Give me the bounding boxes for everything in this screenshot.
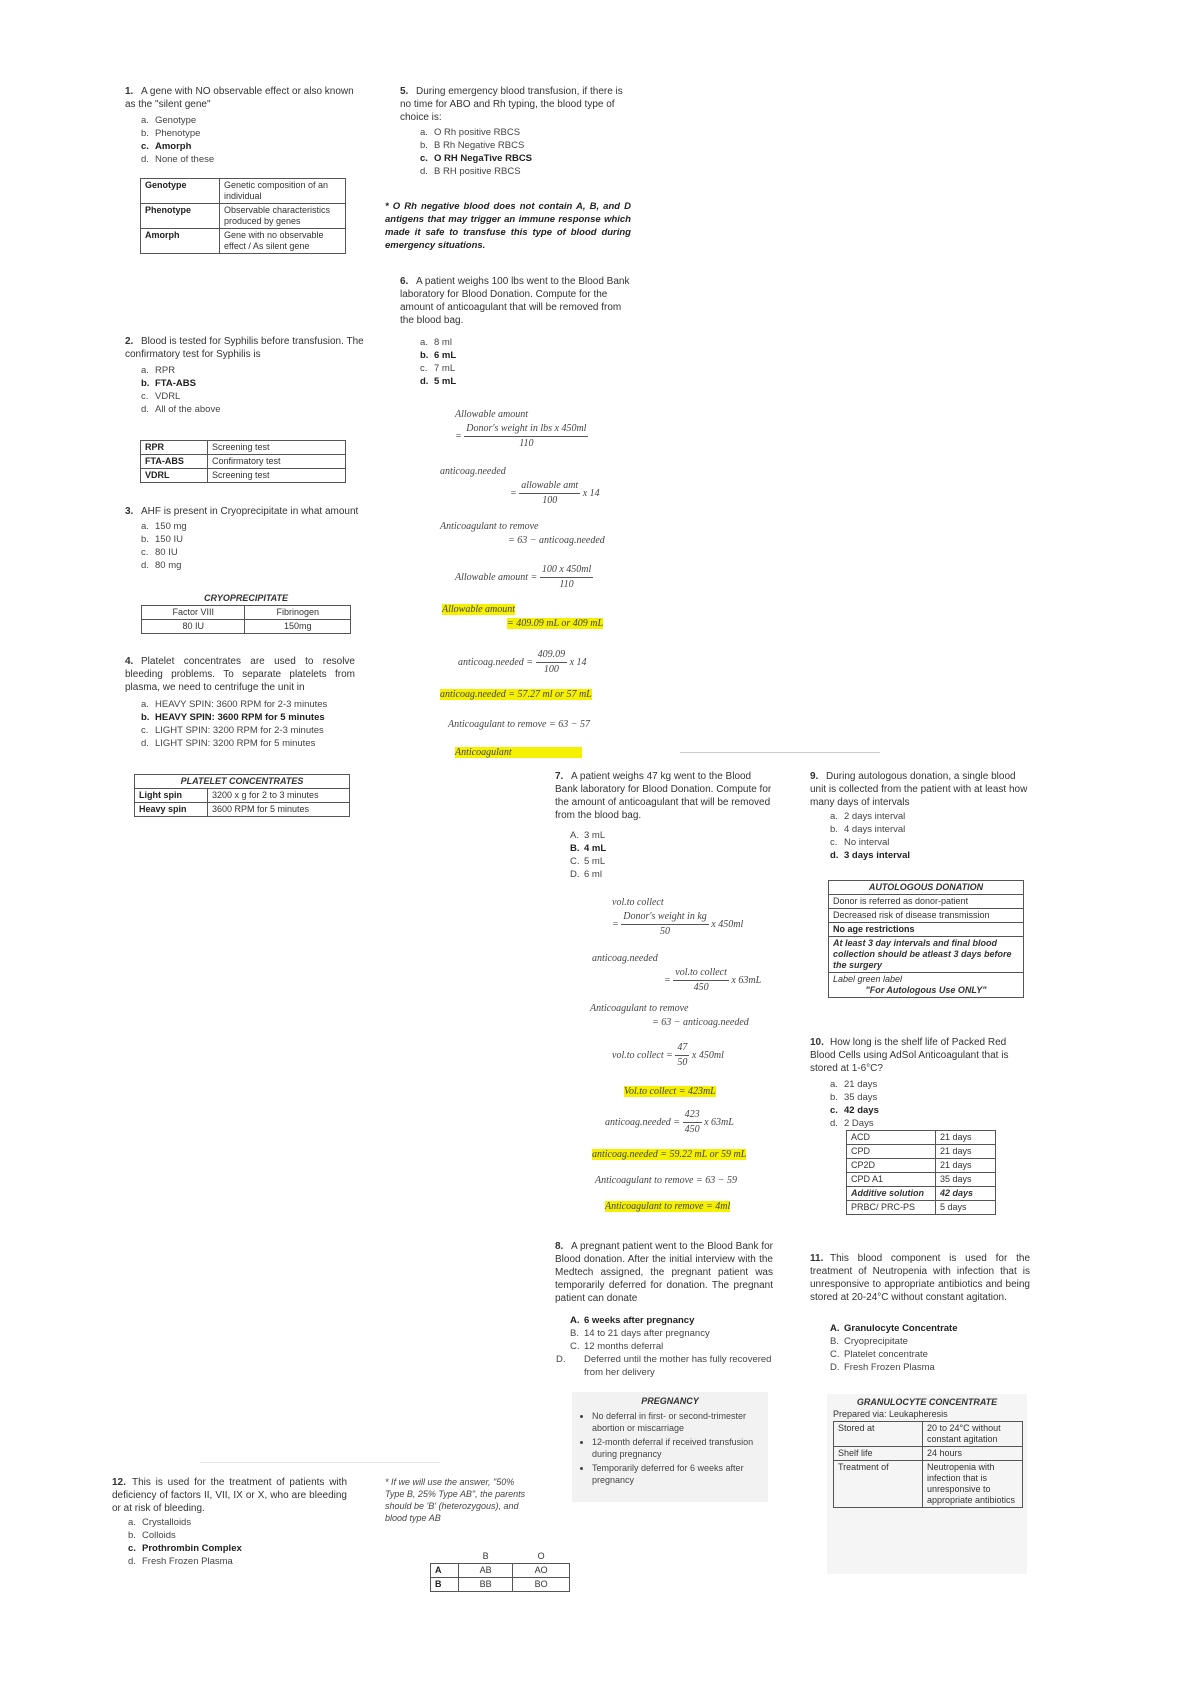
formula-anticoag-7: anticoag.needed = $\frac{\text{vol.to collect}}{450}$ x 63mL bbox=[592, 953, 762, 993]
result-anticoag-7: anticoag.needed = 59.22 mL or 59 mL bbox=[592, 1149, 747, 1160]
table-row: CP2D 21 days bbox=[847, 1159, 996, 1173]
table-row: RPR Screening test bbox=[141, 441, 346, 455]
table-row: 80 IU 150mg bbox=[142, 620, 351, 634]
question-2: 2. Blood is tested for Syphilis before transfusion. The confirmatory test for Syphilis is bbox=[125, 336, 364, 360]
option-b: B. Cryoprecipitate bbox=[830, 1336, 908, 1347]
option-a: a. RPR bbox=[141, 365, 176, 376]
divider bbox=[200, 1462, 440, 1463]
pregnancy-bullets bbox=[578, 1410, 768, 1486]
option-d: d. None of these bbox=[141, 154, 215, 165]
option-d: d. 2 Days bbox=[830, 1118, 874, 1129]
option-b: b. Colloids bbox=[128, 1530, 176, 1541]
formula-allowable: Allowable amount = $\frac{\text{Donor's weight in lbs x 450ml}}{110}$ bbox=[455, 409, 587, 449]
option-b: b. 150 IU bbox=[141, 534, 183, 545]
question-10: 10. How long is the shelf life of Packed Red Blood Cells using AdSol Anticoagulant that is stored at 1-6°C? bbox=[810, 1037, 1009, 1074]
option-a: a. O Rh positive RBCS bbox=[420, 127, 521, 138]
question-11: 11. This blood component is used for the treatment of Neutropenia with infection that is unresponsive to appropriate antibiotics and being stored at 20-24°C without constant agitation. bbox=[810, 1253, 1030, 1303]
option-c: c. VDRL bbox=[141, 391, 181, 402]
table-row: Genotype Genetic composition of an individual bbox=[141, 179, 346, 204]
note-q5: * O Rh negative blood does not contain A, B, and D antigens that may trigger an immune response which made it safe to transfuse this type of blood during emergency situations. bbox=[385, 201, 631, 251]
table-row: Decreased risk of disease transmission bbox=[829, 909, 1024, 923]
options-q5 bbox=[420, 126, 640, 178]
option-c: c. No interval bbox=[830, 837, 890, 848]
option-c: c. O RH NegaTive RBCS bbox=[420, 153, 533, 164]
table-row: FTA-ABS Confirmatory test bbox=[141, 455, 346, 469]
option-d: d. 5 mL bbox=[420, 376, 457, 387]
options-q1 bbox=[141, 114, 361, 166]
note-q12: * If we will use the answer, "50% Type B, 25% Type AB", the parents should be 'B' (heterozygous), and blood type AB bbox=[385, 1477, 526, 1523]
list-item: • No deferral in first- or second-trimester abortion or miscarriage bbox=[592, 1410, 768, 1434]
punnett-square bbox=[430, 1550, 570, 1592]
table-row: Stored at 20 to 24°C without constant agitation bbox=[834, 1422, 1023, 1447]
box-title: PREGNANCY bbox=[641, 1396, 699, 1406]
box-title: GRANULOCYTE CONCENTRATE bbox=[856, 1397, 998, 1407]
option-b: b. 4 days interval bbox=[830, 824, 906, 835]
list-item: • 12-month deferral if received transfusion during pregnancy bbox=[592, 1436, 768, 1460]
option-b: b. Phenotype bbox=[141, 128, 201, 139]
option-a: a. 8 ml bbox=[420, 337, 452, 348]
table-q4 bbox=[134, 774, 350, 817]
option-b: b. B Rh Negative RBCS bbox=[420, 140, 525, 151]
table-row: CPD A1 35 days bbox=[847, 1173, 996, 1187]
option-c: c. Prothrombin Complex bbox=[128, 1543, 242, 1554]
result-remove-7: Anticoagulant to remove = 4ml bbox=[605, 1201, 731, 1212]
option-a: a. 150 mg bbox=[141, 521, 187, 532]
option-a: A. Granulocyte Concentrate bbox=[830, 1323, 958, 1334]
option-b: B. 4 mL bbox=[570, 843, 607, 854]
option-a: A. 3 mL bbox=[570, 830, 606, 841]
table-row: Donor is referred as donor-patient bbox=[829, 895, 1024, 909]
calc-allowable: Allowable amount = $\frac{100 x 450ml}{110}$ bbox=[455, 564, 592, 590]
option-c: c. 7 mL bbox=[420, 363, 456, 374]
calc-remove-7: Anticoagulant to remove = 63 − 59 bbox=[595, 1175, 737, 1186]
result-anticoag: anticoag.needed = 57.27 ml or 57 mL bbox=[440, 689, 592, 700]
option-a: A. 6 weeks after pregnancy bbox=[570, 1315, 695, 1326]
option-d: D. Deferred until the mother has fully recovered from her delivery bbox=[556, 1354, 772, 1378]
option-c: C. 5 mL bbox=[570, 856, 606, 867]
option-d: d. 80 mg bbox=[141, 560, 182, 571]
table-row: Additive solution 42 days bbox=[847, 1187, 996, 1201]
calc-vol: vol.to collect = $\frac{47}{50}$ x 450ml bbox=[612, 1042, 724, 1068]
option-c: c. LIGHT SPIN: 3200 RPM for 2-3 minutes bbox=[141, 725, 324, 736]
options-q4 bbox=[141, 698, 371, 750]
options-q11 bbox=[830, 1322, 1020, 1374]
table-row: Factor VIII Fibrinogen bbox=[142, 606, 351, 620]
divider bbox=[680, 752, 880, 753]
option-a: a. Crystalloids bbox=[128, 1517, 192, 1528]
table-q1 bbox=[140, 178, 346, 254]
table-row: Label green label "For Autologous Use ONLY" bbox=[829, 973, 1024, 998]
option-a: a. HEAVY SPIN: 3600 RPM for 2-3 minutes bbox=[141, 699, 328, 710]
table-q3 bbox=[141, 592, 351, 634]
question-6: 6. A patient weighs 100 lbs went to the Blood Bank laboratory for Blood Donation. Compute for the amount of anticoagulant that will be removed from the blood bag. bbox=[400, 276, 630, 326]
option-d: d. B RH positive RBCS bbox=[420, 166, 521, 177]
table-q11 bbox=[833, 1421, 1023, 1508]
option-c: c. 42 days bbox=[830, 1105, 879, 1116]
table-row: At least 3 day intervals and final blood collection should be atleast 3 days before the surgery bbox=[829, 937, 1024, 973]
table-row: A AB AO bbox=[431, 1564, 570, 1578]
formula-remove-7: Anticoagulant to remove = 63 − anticoag.needed bbox=[590, 1003, 749, 1028]
question-4: 4. Platelet concentrates are used to resolve bleeding problems. To separate platelets from plasma, we need to centrifuge the unit in bbox=[125, 656, 355, 693]
option-b: b. HEAVY SPIN: 3600 RPM for 5 minutes bbox=[141, 712, 325, 723]
option-a: a. 21 days bbox=[830, 1079, 878, 1090]
table-row: AUTOLOGOUS DONATION bbox=[829, 881, 1024, 895]
question-8: 8. A pregnant patient went to the Blood Bank for Blood donation. After the initial interview with the Medtech assigned, the pregnant patient was temporarily deferred for donation. The pregnant patient can donate bbox=[555, 1241, 773, 1304]
calc-remove: Anticoagulant to remove = 63 − 57 bbox=[448, 719, 590, 730]
question-1 bbox=[125, 85, 365, 111]
result-remove: Anticoagulant bbox=[455, 746, 615, 760]
options-q6 bbox=[420, 336, 540, 388]
options-q9 bbox=[830, 810, 1010, 862]
option-b: b. 35 days bbox=[830, 1092, 878, 1103]
table-q10 bbox=[846, 1130, 996, 1215]
table-row: PLATELET CONCENTRATES bbox=[135, 775, 350, 789]
table-row: VDRL Screening test bbox=[141, 469, 346, 483]
formula-vol: vol.to collect = $\frac{\text{Donor's weight in kg}}{50}$ x 450ml bbox=[612, 897, 744, 937]
option-a: a. 2 days interval bbox=[830, 811, 906, 822]
table-row: CRYOPRECIPITATE bbox=[142, 592, 351, 606]
question-number: 1. bbox=[125, 86, 134, 97]
option-a: a. Genotype bbox=[141, 115, 197, 126]
option-d: d. All of the above bbox=[141, 404, 221, 415]
table-row: ACD 21 days bbox=[847, 1131, 996, 1145]
formula-anticoag: anticoag.needed = $\frac{\text{allowable amt}}{100}$ x 14 bbox=[440, 466, 600, 506]
options-q7 bbox=[570, 829, 690, 881]
table-row: B O bbox=[482, 1551, 545, 1561]
table-row: B BB BO bbox=[431, 1578, 570, 1592]
option-b: b. 6 mL bbox=[420, 350, 457, 361]
option-b: B. 14 to 21 days after pregnancy bbox=[570, 1328, 710, 1339]
table-row: Phenotype Observable characteristics produced by genes bbox=[141, 204, 346, 229]
granulocyte-box bbox=[827, 1394, 1027, 1574]
question-12: 12. This is used for the treatment of patients with deficiency of factors II, VII, IX or X, who are bleeding or at risk of bleeding. bbox=[112, 1477, 347, 1514]
list-item: • Temporarily deferred for 6 weeks after pregnancy bbox=[592, 1462, 768, 1486]
table-row: Amorph Gene with no observable effect / As silent gene bbox=[141, 229, 346, 254]
option-c: c. Amorph bbox=[141, 141, 192, 152]
option-d: D. 6 ml bbox=[570, 869, 602, 880]
table-row: CPD 21 days bbox=[847, 1145, 996, 1159]
table-row: Heavy spin 3600 RPM for 5 minutes bbox=[135, 803, 350, 817]
formula-remove: Anticoagulant to remove = 63 − anticoag.needed bbox=[440, 521, 605, 546]
calc-anticoag-7: anticoag.needed = $\frac{423}{450}$ x 63mL bbox=[605, 1109, 734, 1135]
result-vol: Vol.to collect = 423mL bbox=[624, 1086, 716, 1097]
option-d: d. Fresh Frozen Plasma bbox=[128, 1556, 233, 1567]
options-q8 bbox=[556, 1314, 775, 1379]
table-row: Treatment of Neutropenia with infection that is unresponsive to appropriate antibiotics bbox=[834, 1461, 1023, 1508]
table-row: Light spin 3200 x g for 2 to 3 minutes bbox=[135, 789, 350, 803]
option-c: c. 80 IU bbox=[141, 547, 178, 558]
box-subtitle: Prepared via: Leukapheresis bbox=[833, 1409, 948, 1419]
option-d: d. LIGHT SPIN: 3200 RPM for 5 minutes bbox=[141, 738, 316, 749]
option-b: b. FTA-ABS bbox=[141, 378, 196, 389]
option-d: D. Fresh Frozen Plasma bbox=[830, 1362, 935, 1373]
options-q10 bbox=[830, 1078, 930, 1130]
table-row: Shelf life 24 hours bbox=[834, 1447, 1023, 1461]
option-d: d. 3 days interval bbox=[830, 850, 911, 861]
question-9: 9. During autologous donation, a single blood unit is collected from the patient with at least how many days of intervals bbox=[810, 771, 1028, 808]
table-q9 bbox=[828, 880, 1024, 998]
options-q3 bbox=[141, 520, 361, 572]
table-q2 bbox=[140, 440, 346, 483]
table-row: No age restrictions bbox=[829, 923, 1024, 937]
calc-anticoag: anticoag.needed = $\frac{409.09}{100}$ x 14 bbox=[458, 649, 587, 675]
option-c: C. 12 months deferral bbox=[570, 1341, 664, 1352]
option-c: C. Platelet concentrate bbox=[830, 1349, 928, 1360]
result-allowable: Allowable amount = 409.09 mL or 409 mL bbox=[442, 604, 604, 629]
question-3: 3. AHF is present in Cryoprecipitate in what amount bbox=[125, 506, 359, 517]
options-q2 bbox=[141, 364, 361, 416]
table-row: PRBC/ PRC-PS 5 days bbox=[847, 1201, 996, 1215]
question-7: 7. A patient weighs 47 kg went to the Blood Bank laboratory for Blood Donation. Compute for the amount of anticoagulant that will be removed from the blood bag. bbox=[555, 771, 772, 821]
pregnancy-box bbox=[572, 1392, 768, 1502]
options-q12 bbox=[128, 1516, 328, 1568]
question-5: 5. During emergency blood transfusion, if there is no time for ABO and Rh typing, the blood type of choice is: bbox=[400, 86, 623, 123]
question-text: A gene with NO observable effect or also known as the "silent gene" bbox=[125, 86, 354, 110]
